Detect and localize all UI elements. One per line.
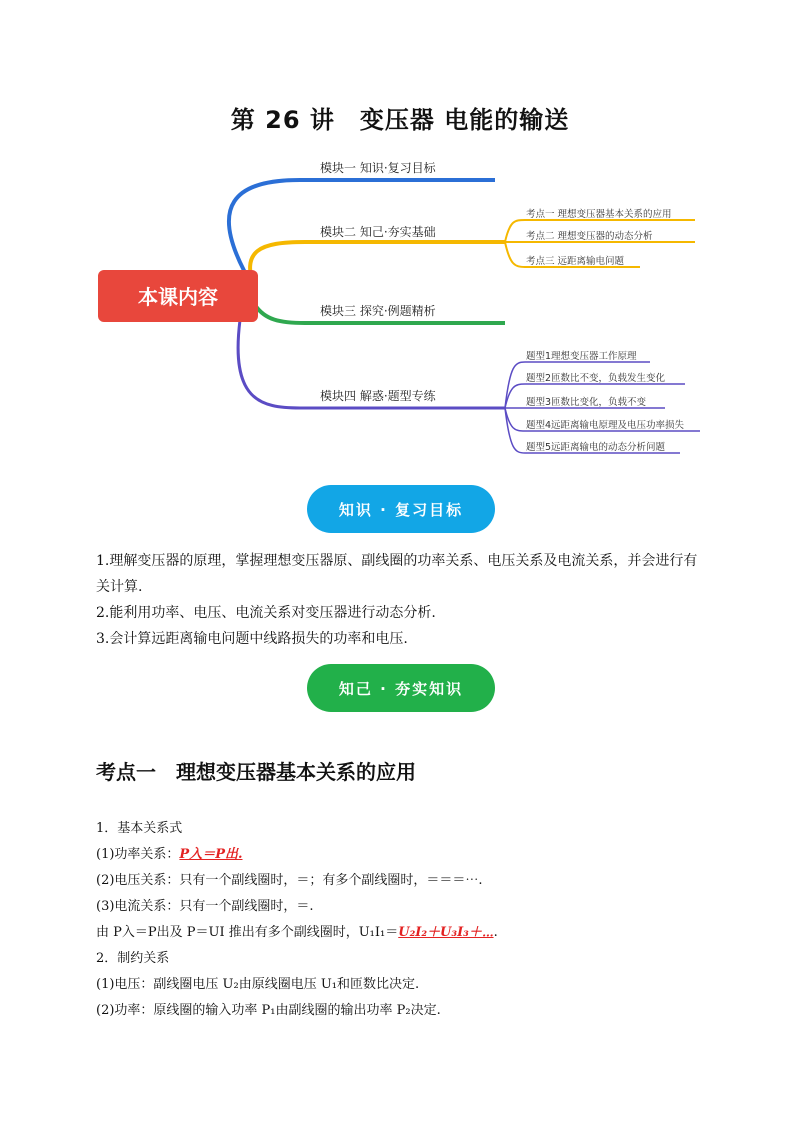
power-relation-answer: P入＝P出. [179, 847, 243, 862]
review-goal-banner: 知识 · 复习目标 [307, 485, 495, 533]
content-block [96, 816, 716, 1024]
voltage-constraint: (1)电压：副线圈电压 U₂由原线圈电压 U₁和匝数比决定. [96, 977, 420, 992]
module-1-label: 模块一 知识·复习目标 [320, 161, 436, 175]
goal-1: 1.理解变压器的原理，掌握理想变压器原、副线圈的功率关系、电压关系及电流关系，并会进行有关计算. [96, 553, 698, 595]
goal-3: 3.会计算远距离输电问题中线路损失的功率和电压. [96, 631, 408, 647]
multi-coil-relation: 由 P入＝P出及 P＝UI 推出有多个副线圈时，U₁I₁＝U₂I₂＋U₃I₃＋⋯. [96, 925, 498, 940]
point-1-label: 考点一 理想变压器基本关系的应用 [526, 209, 672, 220]
voltage-relation: (2)电压关系：只有一个副线圈时，＝；有多个副线圈时，＝＝＝⋯. [96, 873, 483, 888]
type-5-label: 题型5远距离输电的动态分析问题 [526, 442, 666, 453]
module-2-label: 模块二 知己·夯实基础 [320, 225, 436, 239]
type-1-label: 题型1理想变压器工作原理 [526, 351, 637, 362]
point-2-label: 考点二 理想变压器的动态分析 [526, 231, 653, 242]
solid-knowledge-banner: 知己 · 夯实知识 [307, 664, 495, 712]
current-relation: (3)电流关系：只有一个副线圈时，＝. [96, 899, 314, 914]
multi-coil-answer: U₂I₂＋U₃I₃＋⋯ [398, 925, 494, 940]
page-title: 第 26 讲 变压器 电能的输送 [230, 106, 570, 134]
module-3-label: 模块三 探究·例题精析 [320, 304, 436, 318]
center-node-label: 本课内容 [138, 285, 218, 309]
section-title: 考点一 理想变压器基本关系的应用 [96, 760, 416, 784]
basic-relations-heading: 1．基本关系式 [96, 821, 183, 836]
goal-2: 2.能利用功率、电压、电流关系对变压器进行动态分析. [96, 605, 436, 621]
module-4-label: 模块四 解惑·题型专练 [320, 389, 436, 403]
type-3-label: 题型3匝数比变化，负载不变 [526, 397, 647, 408]
type-2-label: 题型2匝数比不变，负载发生变化 [526, 373, 666, 384]
branch-module-2 [250, 242, 505, 290]
constraint-heading: 2．制约关系 [96, 951, 170, 966]
power-constraint: (2)功率：原线圈的输入功率 P₁由副线圈的输出功率 P₂决定. [96, 1003, 441, 1018]
mind-map [0, 140, 800, 470]
power-relation: (1)功率关系：P入＝P出. [96, 847, 243, 862]
type-4-label: 题型4远距离输电原理及电压功率损失 [526, 420, 685, 431]
point-3-label: 考点三 远距离输电问题 [526, 256, 625, 267]
